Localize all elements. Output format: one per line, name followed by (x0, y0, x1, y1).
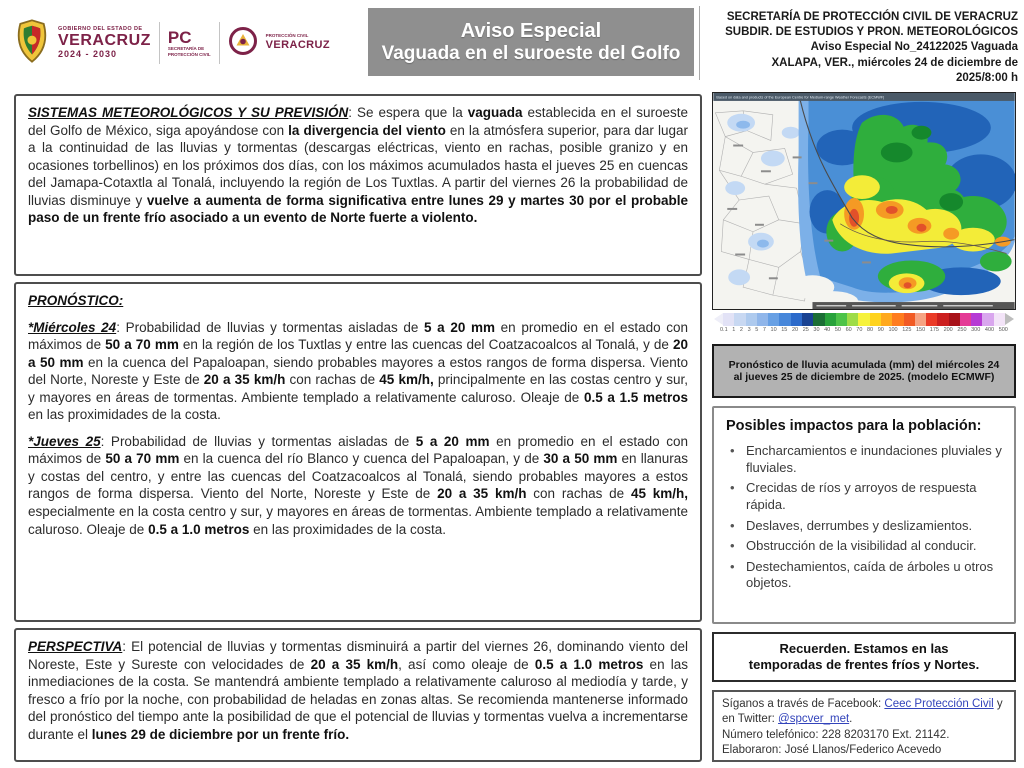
scale-segment (791, 313, 802, 326)
pronostico-jueves-paragraph: *Jueves 25: Probabilidad de lluvias y tormentas aisladas de 5 a 20 mm en promedio en el estado con máximos de 50 a 70 mm en la cuenca del río Blanco y cuenca del Papaloapan, y de 30 a 50 mm en llanuras y costas del centro, y entre las cuencas del Coatzacoalcos al Tonalá, siendo probables mayores a estos rangos de forma dispersa. Viento del Norte, Noreste y Este de 20 a 35 km/h con rachas de 45 km/h, especialmente en la costa centro y sur, y mayores en áreas de tormentas. Ambiente templado a relativamente caluroso. Oleaje de 0.5 a 1.0 metros en las proximidades de la costa. (28, 433, 689, 537)
perspectiva-paragraph: PERSPECTIVA: El potencial de lluvias y tormentas disminuirá a partir del viernes 26, dominando viento del Noreste, Este y Sureste con velocidades de 20 a 35 km/h, así como oleaje de 0.5 a 1.0 metros en las inmediaciones de la costa. Se mantendrá ambiente templado a relativamente caluroso al mediodía y tarde, y fresco a frío por la noche, con probabilidad de heladas en zonas altas. Se recomienda mantenerse informado del pronóstico del tiempo ante la posibilidad de que el potencial de lluvias y tormentas vuelva a incrementarse durante el lunes 29 de diciembre por un frente frío. (28, 639, 689, 742)
sistemas-paragraph: SISTEMAS METEOROLÓGICOS Y SU PREVISIÓN: Se espera que la vaguada establecida en el suroeste del Golfo de México, siga apoyándose con la divergencia del viento en la atmósfera superior, para dar lugar a la continuidad de las lluvias y tormentas (descargas eléctricas, viento en rachas, posible granizo y en ocasiones torbellinos) en los próximos dos días, con los máximos acumulados hasta el jueves 25 en cuencas del Jamapa-Cotaxtla al Tonalá, incluyendo la región de Los Tuxtlas. A partir del viernes 26 la probabilidad de lluvias disminuye y vuelve a aumenta de forma significativa entre lunes 29 y martes 30 por el probable paso de un frente frío asociado a un evento de Norte fuerte a violento. (28, 105, 689, 226)
impact-item: • Crecidas de ríos y arroyos de respuesta rápida. (726, 480, 1002, 513)
impact-item: • Deslaves, derrumbes y deslizamientos. (726, 518, 1002, 535)
pcv-sub: PROTECCIÓN CIVIL (265, 33, 309, 39)
pc-logo-text (168, 29, 211, 58)
pronostico-box (14, 282, 702, 622)
scale-tick-label: 50 (834, 327, 841, 333)
scale-tick-label: 60 (845, 327, 852, 333)
scale-segment (813, 313, 824, 326)
scale-tick-label: 80 (867, 327, 874, 333)
scale-segment (723, 313, 734, 326)
impact-item: • Obstrucción de la visibilidad al conducir. (726, 538, 1002, 555)
scale-tick-label: 7 (762, 327, 766, 333)
scale-tick-label: 100 (888, 327, 898, 333)
scale-segment (847, 313, 858, 326)
map-caption-text: Pronóstico de lluvia acumulada (mm) del miércoles 24 al jueves 25 de diciembre de 2025. (modelo ECMWF) (728, 359, 1000, 383)
scale-segment (870, 313, 881, 326)
perspectiva-box (14, 628, 702, 762)
gov-line1: GOBIERNO DEL ESTADO DE (58, 26, 143, 32)
scale-tick-label: 90 (877, 327, 884, 333)
reminder-line2: temporadas de frentes fríos y Nortes. (748, 657, 980, 672)
map-caption (712, 344, 1016, 398)
precipitation-map-graphic (713, 93, 1015, 309)
veracruz-coat-of-arms-icon (14, 17, 50, 70)
reminder-line1: Recuerden. Estamos en las (779, 640, 949, 656)
scale-tick-label: 175 (929, 327, 939, 333)
scale-ticks (714, 326, 1014, 333)
reminder-box (712, 632, 1016, 682)
scale-tick-label: 10 (770, 327, 777, 333)
pronostico-miercoles-paragraph: *Miércoles 24: Probabilidad de lluvias y tormentas aisladas de 5 a 20 mm en promedio en el estado con máximos de 50 a 70 mm en la región de los Tuxtlas y entre las cuencas del Coatzacoalcos al Tonalá, y de 20 a 50 mm en la cuenca del Papaloapan, siendo probables mayores a estos rangos de forma dispersa. Viento del Norte, Noreste y Este de 20 a 35 km/h con rachas de 45 km/h, principalmente en las costas centro y sur, y mayores en áreas de tormentas. Ambiente templado a relativamente caluroso. Oleaje de 0.5 a 1.5 metros en las proximidades de la costa. (28, 319, 689, 423)
scale-tick-label: 20 (791, 327, 799, 333)
contact-footer-box (712, 690, 1016, 762)
office-line4: XALAPA, VER., miércoles 24 de diciembre de (771, 56, 1018, 69)
scale-tick-label: 5 (755, 327, 759, 333)
phone-line: Número telefónico: 228 8203170 Ext. 21142. (722, 728, 950, 741)
map-attribution-text: Based on data and products of the European Centre for Medium-range Weather Forecasts (ECMWF) (716, 95, 885, 100)
office-header-block (706, 10, 1018, 86)
scale-tick-label: 500 (998, 327, 1008, 333)
scale-segment (746, 313, 757, 326)
scale-segment (915, 313, 926, 326)
scale-segment (734, 313, 745, 326)
scale-segment (802, 313, 813, 326)
pc-sub1: SECRETARÍA DE (167, 45, 205, 51)
scale-tick-label: 400 (984, 327, 995, 333)
logo-divider (159, 22, 160, 64)
footer-link[interactable]: @spcver_met (778, 713, 850, 726)
scale-right-arrow (1005, 313, 1014, 325)
advisory-title-line1: Aviso Especial (460, 19, 602, 42)
scale-segment (836, 313, 847, 326)
scale-segments (723, 313, 1005, 326)
scale-tick-label: 30 (813, 327, 820, 333)
scale-segment (971, 313, 982, 326)
possible-impacts-box (712, 406, 1016, 624)
gov-years: 2024 - 2030 (58, 48, 118, 59)
precipitation-map (712, 92, 1016, 310)
office-line1: SECRETARÍA DE PROTECCIÓN CIVIL DE VERACRUZ (726, 11, 1018, 23)
scale-left-arrow (714, 313, 723, 325)
scale-segment (926, 313, 937, 326)
scale-segment (937, 313, 948, 326)
scale-segment (892, 313, 903, 326)
scale-tick-label: 2 (739, 327, 743, 333)
impact-item: • Encharcamientos e inundaciones pluviales y fluviales. (726, 443, 1002, 476)
office-line5: 2025/8:00 h (955, 71, 1018, 84)
scale-segment (982, 313, 993, 326)
scale-segment (757, 313, 768, 326)
logo-divider (219, 22, 220, 64)
gov-logo-text (58, 27, 151, 59)
gov-name: VERACRUZ (58, 31, 151, 49)
scale-segment (904, 313, 915, 326)
scale-segment (768, 313, 779, 326)
scale-tick-label: 200 (943, 327, 953, 333)
precipitation-color-scale (714, 313, 1014, 333)
footer-link[interactable]: Ceec Protección Civil (884, 698, 994, 710)
sistemas-meteorologicos-box (14, 94, 702, 276)
scale-tick-label: 250 (957, 327, 967, 333)
social-media-line: Síganos a través de Facebook: Ceec Protección Civil y en Twitter: @spcver_met. (722, 698, 1003, 726)
scale-segment (825, 313, 836, 326)
impacts-list (726, 443, 1002, 592)
pc-abbr: PC (167, 27, 192, 47)
scale-tick-label: 3 (747, 327, 751, 333)
scale-segment (994, 313, 1005, 326)
scale-tick-label: 70 (856, 327, 863, 333)
impacts-heading: Posibles impactos para la población: (726, 418, 982, 434)
scale-bar (714, 313, 1014, 326)
pcv-name: VERACRUZ (265, 39, 330, 52)
scale-tick-label: 150 (916, 327, 926, 333)
office-line3: Aviso Especial No_24122025 Vaguada (810, 41, 1018, 54)
scale-tick-label: 125 (902, 327, 912, 333)
advisory-title-banner (368, 8, 694, 76)
scale-tick-label: 300 (971, 327, 981, 333)
advisory-title-line2: Vaguada en el suroeste del Golfo (381, 42, 681, 64)
scale-segment (881, 313, 892, 326)
scale-tick-label: 15 (781, 327, 788, 333)
scale-segment (960, 313, 971, 326)
scale-tick-label: 1 (732, 327, 736, 333)
pronostico-heading: PRONÓSTICO: (28, 293, 124, 308)
office-line2: SUBDIR. DE ESTUDIOS Y PRON. METEOROLÓGICOS (725, 26, 1018, 39)
pcv-logo-text (266, 34, 330, 51)
authors-line: Elaboraron: José Llanos/Federico Acevedo (722, 744, 942, 757)
proteccion-civil-emblem-icon (228, 26, 258, 61)
scale-tick-label: 40 (824, 327, 831, 333)
impact-item: • Destechamientos, caída de árboles u otros objetos. (726, 559, 1002, 592)
scale-tick-label: 25 (802, 327, 809, 333)
header-divider (699, 6, 700, 80)
logo-strip (14, 10, 359, 76)
scale-segment (779, 313, 790, 326)
scale-segment (949, 313, 960, 326)
scale-segment (858, 313, 869, 326)
scale-tick-label: 0.1 (720, 327, 728, 333)
pc-sub2: PROTECCIÓN CIVIL (167, 51, 211, 57)
